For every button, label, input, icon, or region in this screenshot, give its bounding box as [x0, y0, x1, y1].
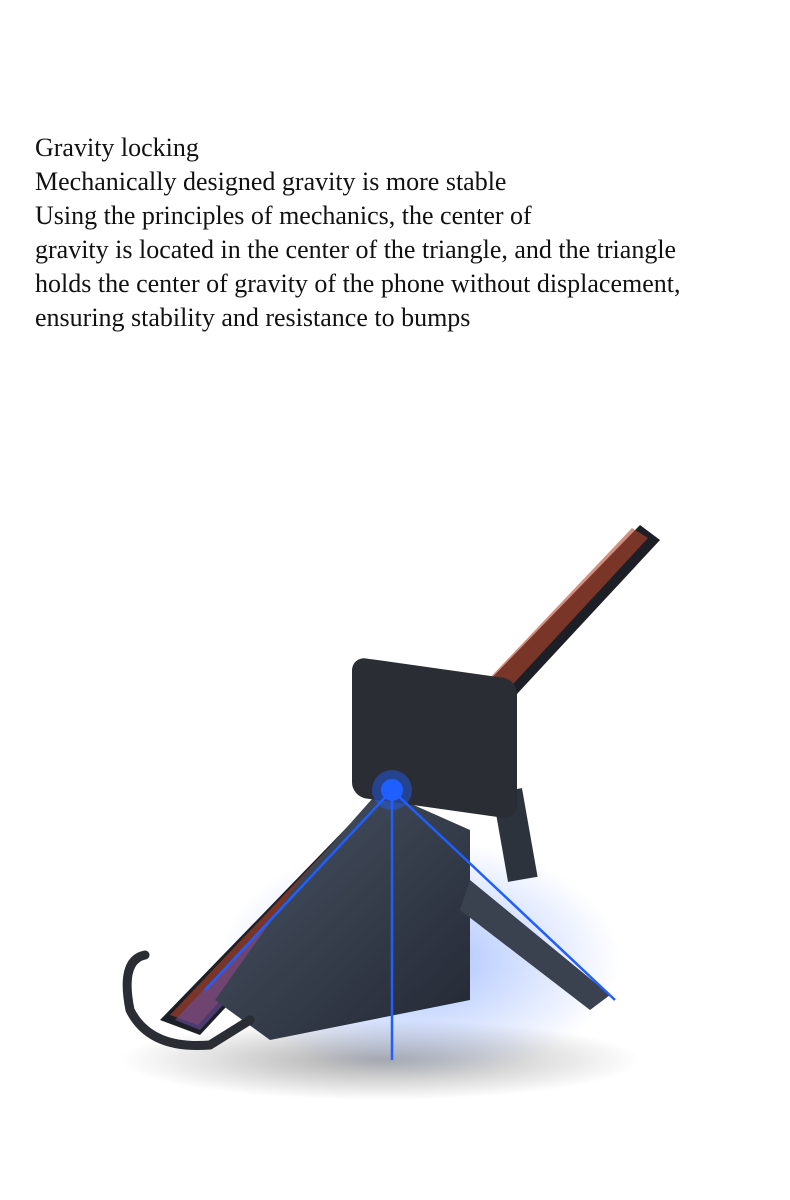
feature-line: Mechanically designed gravity is more stable [35, 167, 507, 196]
feature-line: gravity is located in the center of the triangle, and the triangle [35, 235, 677, 264]
feature-title: Gravity locking [35, 133, 199, 162]
feature-line: ensuring stability and resistance to bumps [35, 303, 471, 332]
feature-description [35, 131, 681, 335]
feature-line: holds the center of gravity of the phone without displacement, [35, 269, 681, 298]
feature-line: Using the principles of mechanics, the center of [35, 201, 532, 230]
phone-holder-illustration [0, 480, 790, 1120]
